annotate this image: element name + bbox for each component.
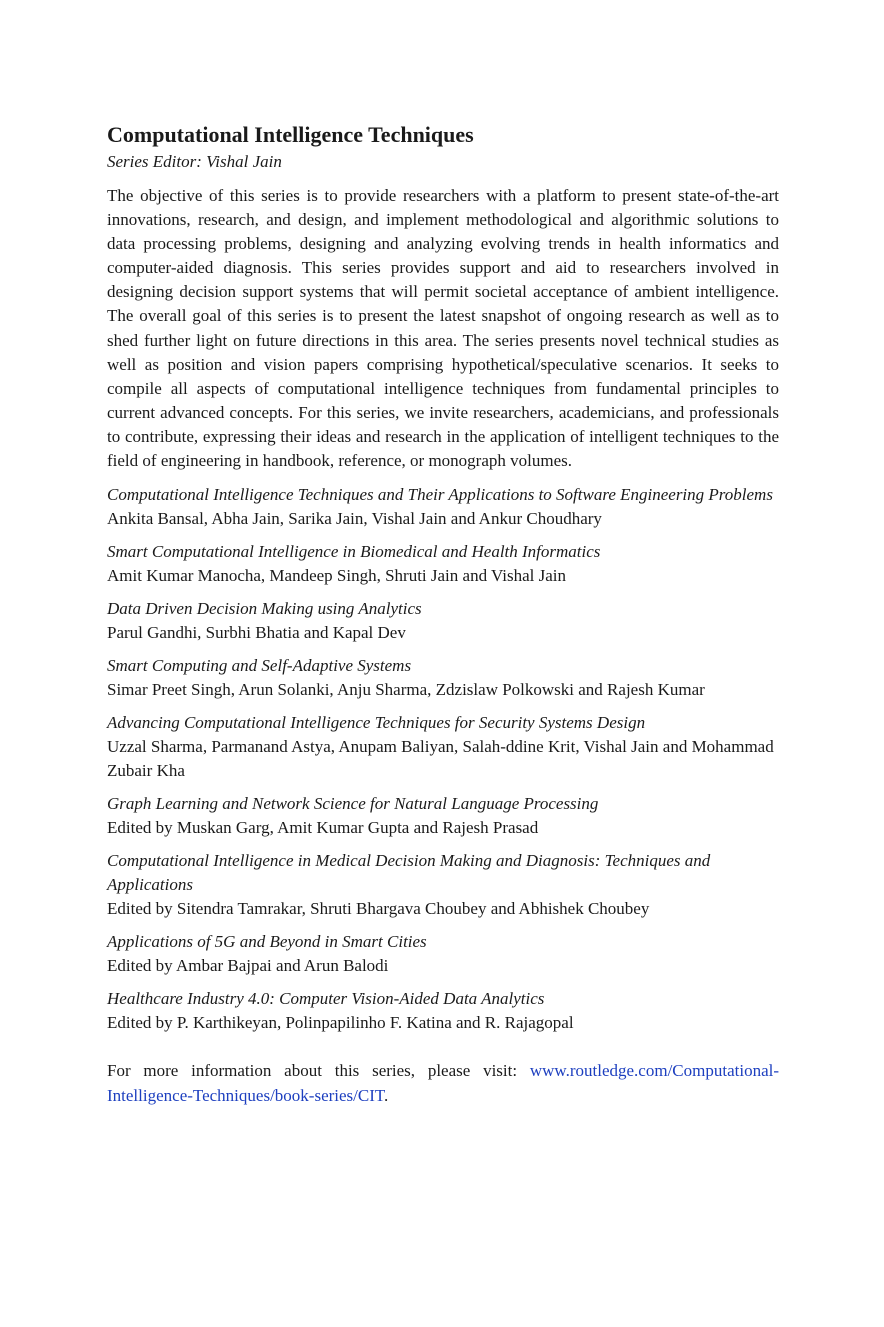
book-list [107,483,779,1035]
book-entry [107,654,779,702]
book-authors: Edited by P. Karthikeyan, Polinpapilinho F. Katina and R. Rajagopal [107,1013,574,1033]
series-title: Computational Intelligence Techniques [107,122,474,147]
book-authors: Simar Preet Singh, Arun Solanki, Anju Sharma, Zdzislaw Polkowski and Rajesh Kumar [107,680,705,700]
book-title: Computational Intelligence in Medical Decision Making and Diagnosis: Techniques and Applications [107,851,711,895]
book-entry [107,987,779,1035]
book-title: Healthcare Industry 4.0: Computer Vision-Aided Data Analytics [107,989,545,1009]
page-content [107,120,779,1125]
book-title: Data Driven Decision Making using Analytics [107,599,422,619]
book-title: Graph Learning and Network Science for Natural Language Processing [107,794,599,814]
book-authors: Ankita Bansal, Abha Jain, Sarika Jain, Vishal Jain and Ankur Choudhary [107,509,602,529]
book-authors: Amit Kumar Manocha, Mandeep Singh, Shruti Jain and Vishal Jain [107,566,567,586]
book-entry [107,540,779,588]
more-info-suffix: . [384,1085,389,1105]
series-link[interactable]: www.routledge.com/Computational-Intelligence-Techniques/book-series/CIT [107,1061,779,1105]
book-entry [107,711,779,783]
book-title: Smart Computing and Self-Adaptive Systems [107,656,412,676]
book-entry [107,930,779,978]
book-title: Computational Intelligence Techniques and Their Applications to Software Engineering Problems [107,485,773,505]
book-entry [107,792,779,840]
book-authors: Edited by Sitendra Tamrakar, Shruti Bhargava Choubey and Abhishek Choubey [107,899,650,919]
book-entry [107,597,779,645]
book-authors: Parul Gandhi, Surbhi Bhatia and Kapal Dev [107,623,406,643]
book-entry [107,483,779,531]
book-entry [107,849,779,921]
series-editor: Series Editor: Vishal Jain [107,152,282,171]
book-authors: Edited by Ambar Bajpai and Arun Balodi [107,956,389,976]
series-description: The objective of this series is to provide researchers with a platform to present state-of-the-art innovations, research, and design, and implement methodological and algorithmic solutions to data processing problems, designing and analyzing evolving trends in health informatics and computer-aided diagnosis. This series provides support and aid to researchers involved in designing decision support systems that will permit societal acceptance of ambient intelligence. The overall goal of this series is to present the latest snapshot of ongoing research as well as to shed further light on future directions in this area. The series presents novel technical studies as well as position and vision papers comprising hypothetical/speculative scenarios. It seeks to compile all aspects of computational intelligence techniques from fundamental principles to current advanced concepts. For this series, we invite researchers, academicians, and professionals to contribute, expressing their ideas and research in the application of intelligent techniques to the field of engineering in handbook, reference, or monograph volumes. [107,186,779,471]
book-title: Applications of 5G and Beyond in Smart Cities [107,932,427,952]
book-title: Smart Computational Intelligence in Biomedical and Health Informatics [107,542,601,562]
more-info-text: For more information about this series, please visit: [107,1061,530,1081]
more-info [107,1059,779,1108]
book-authors: Uzzal Sharma, Parmanand Astya, Anupam Baliyan, Salah-ddine Krit, Vishal Jain and Mohammad Zubair Kha [107,737,774,781]
book-authors: Edited by Muskan Garg, Amit Kumar Gupta and Rajesh Prasad [107,818,539,838]
book-title: Advancing Computational Intelligence Techniques for Security Systems Design [107,713,646,733]
